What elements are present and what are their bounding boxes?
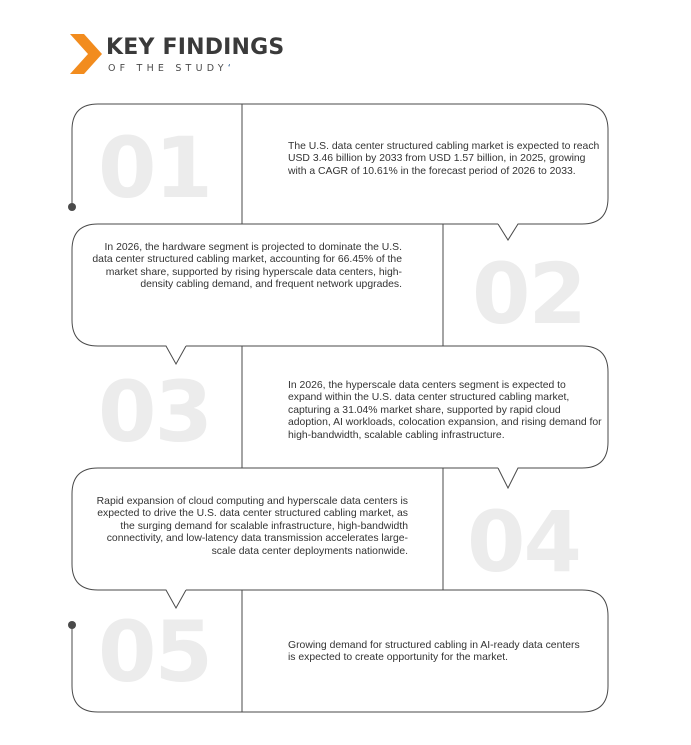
finding-number-05: 05 (98, 603, 211, 701)
page-title: KEY FINDINGS (106, 35, 285, 60)
finding-text-03: In 2026, the hyperscale data centers segment is expected to expand within the U.S. data center structured cabling market, capturing a 31.04% market share, supported by rapid cloud adoption, AI workloads, colocation expansion, and rising demand for high-bandwidth, scalable cabling infrastructure. (288, 380, 602, 441)
finding-number-02: 02 (472, 245, 585, 343)
finding-text-02: In 2026, the hardware segment is projected to dominate the U.S. data center structured cabling market, accounting for 66.45% of the market share, supported by rising hyperscale data centers, high-density cabling demand, and frequent network upgrades. (92, 242, 402, 291)
finding-number-04: 04 (467, 493, 580, 591)
finding-text-01: The U.S. data center structured cabling market is expected to reach USD 3.46 billion by 2033 from USD 1.57 billion, in 2025, growing with a CAGR of 10.61% in the forecast period of 2026 to 2033. (288, 141, 600, 177)
bottom-dot (68, 621, 76, 629)
finding-text-04: Rapid expansion of cloud computing and hyperscale data centers is expected to drive the U.S. data center structured cabling market, as the surging demand for scalable infrastructure, high-bandwidth connectivity, and low-latency data transmission accelerates large-scale data center deployments nationwide. (96, 496, 408, 557)
finding-number-01: 01 (98, 119, 211, 217)
top-dot (68, 203, 76, 211)
finding-text-05: Growing demand for structured cabling in AI-ready data centers is expected to create opportunity for the market. (288, 640, 580, 664)
finding-number-03: 03 (98, 363, 211, 461)
quote-mark-icon: ‘ (227, 63, 231, 74)
page-subtitle: OF THE STUDY‘ (108, 63, 231, 74)
